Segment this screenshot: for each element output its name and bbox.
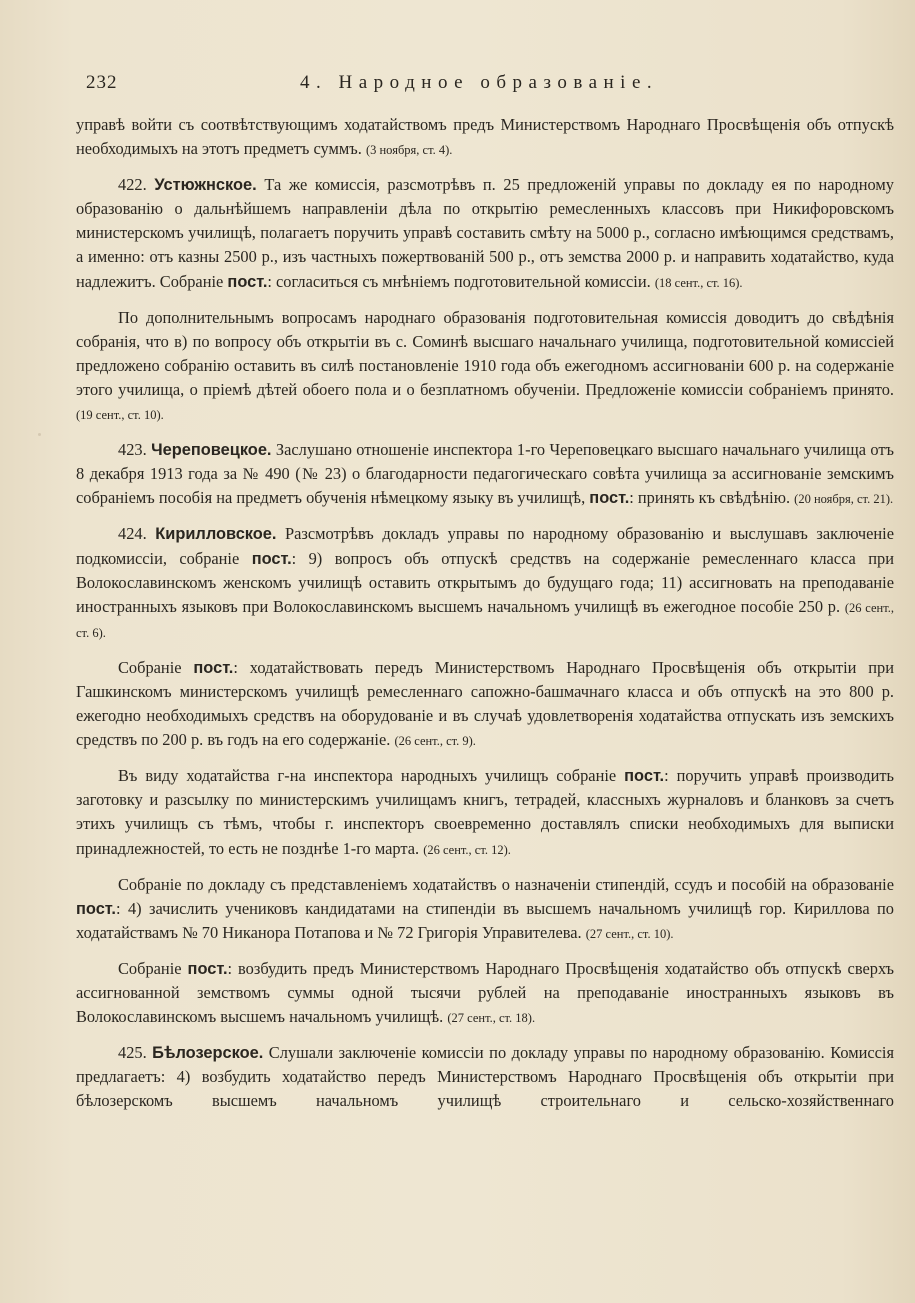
resolution-marker: пост. [589,489,630,508]
paragraph-text: Слушали заключеніе комиссіи по докладу управы по народному образованію. Комиссія предлагаетъ: 4) возбудить ходатайство передъ Министерствомъ Народнаго Просвѣщенія объ открытіи при бѣлозерскомъ высшемъ начальномъ училищѣ строительнаго и сельско-хозяйственнаго [76,1043,894,1111]
paragraph-text: управѣ войти съ соотвѣтствующимъ ходатайствомъ предъ Министерствомъ Народнаго Просвѣщенія объ отпускѣ необходимыхъ на этотъ предметъ суммъ. [76,115,894,159]
paragraph-text: : возбудить предъ Министерствомъ Народнаго Просвѣщенія ходатайство объ отпускѣ сверхъ ассигнованной земствомъ суммы одной тысячи рублей на преподаваніе иностранныхъ языковъ въ Волокославинскомъ высшемъ начальномъ училищѣ. [76,958,894,1027]
paragraph-text: : согласиться съ мнѣніемъ подготовительной комиссіи. [267,271,651,291]
paragraph-text: Разсмотрѣвъ докладъ управы по народному образованію и выслушавъ заключеніе подкомиссіи, собраніе [76,524,894,568]
paragraph-reference: (26 сент., ст. 6). [76,600,894,640]
paragraph-resolution [76,764,894,861]
page-header [86,70,865,102]
paragraph-item-422 [76,173,894,294]
paragraph-reference: (20 ноября, ст. 21). [794,492,894,507]
paragraph-reference: (26 сент., ст. 12). [423,842,511,857]
paragraph-text: Собраніе [118,958,182,978]
paragraph-text: Та же комиссія, разсмотрѣвъ п. 25 предложеній управы по докладу ея по народному образованію о дальнѣйшемъ направленіи дѣла по открытію ремесленныхъ классовъ при Никифоровскомъ министерскомъ училищѣ, полагаетъ поручить управѣ составить смѣту на 5000 р., согласно имѣющимся средствамъ, а именно: отъ казны 2500 р., изъ частныхъ пожертвованій 500 р., отъ земства 2000 р. и направить ходатайство, куда надлежитъ. Собраніе [76,175,894,291]
paragraph-continuation [76,113,894,162]
item-place: Череповецкое. [151,441,272,460]
paragraph-reference: (18 сент., ст. 16). [654,275,743,290]
paragraph-text: По дополнительнымъ вопросамъ народнаго образованія подготовительная комиссія доводитъ до свѣдѣнія собранія, что в) по вопросу объ открытіи въ с. Соминѣ высшаго начальнаго училища, подготовительной комиссіей предложено собранію оставить въ силѣ постановленіе 1910 года объ ежегодномъ ассигнованіи 600 р. на содержаніе этого училища, о пріемѣ дѣтей обоего пола и о безплатномъ обученіи. Предложеніе комиссіи собраніемъ принято. [76,307,894,399]
item-place: Бѣлозерское. [152,1044,264,1063]
item-number: 422. [118,175,147,195]
item-number: 423. [118,440,147,460]
paragraph-reference: (3 ноября, ст. 4). [365,143,453,158]
paper-speck [38,433,41,436]
paragraph-reference: (27 сент., ст. 18). [447,1011,536,1026]
paragraph-item-423 [76,438,894,511]
resolution-marker: пост. [624,767,665,786]
item-number: 425. [118,1043,147,1063]
resolution-marker: пост. [227,272,268,291]
paragraph-text: : 9) вопросъ объ отпускѣ средствъ на содержаніе ремесленнаго класса при Волокославинскомъ женскомъ училищѣ оставить открытымъ до будущаго года; 11) ассигновать на преподаваніе иностранныхъ языковъ при Волокославинскомъ высшемъ начальномъ училищѣ въ ежегодное пособіе 250 р. [76,548,894,616]
item-number: 424. [118,524,147,544]
paragraph-resolution [76,656,894,753]
paragraph-item-425 [76,1041,894,1113]
paragraph-text: Собраніе по докладу съ представленіемъ ходатайствъ о назначеніи стипендій, ссудъ и пособій на образованіе [118,874,894,894]
paragraph-text: : 4) зачислить учениковъ кандидатами на стипендіи въ высшемъ начальномъ училищѣ гор. Кириллова по ходатайствамъ № 70 Никанора Потапова и № 72 Григорія Управителева. [76,898,894,942]
paragraph-text: : поручить управѣ производить заготовку и разсылку по министерскимъ училищамъ книгъ, тетрадей, классныхъ журналовъ и бланковъ за счетъ этихъ училищъ съ тѣмъ, чтобы г. инспекторъ своевременно доставлялъ списки необходимыхъ для выписки принадлежностей, то есть не позднѣе 1-го марта. [76,766,894,858]
paragraph-item-424 [76,522,894,644]
page-number: 232 [86,72,118,93]
item-place: Кирилловское. [155,525,277,544]
paragraph-resolution [76,957,894,1030]
running-title: 4. Народное образованіе. [300,72,659,93]
paragraph-reference: (27 сент., ст. 10). [585,926,674,941]
resolution-marker: пост. [251,549,292,568]
resolution-marker: пост. [76,899,116,918]
paragraph-reference: (19 сент., ст. 10). [76,408,164,423]
paragraph-additional [76,306,894,427]
paragraph-text: Въ виду ходатайства г-на инспектора народныхъ училищъ собраніе [118,766,617,786]
paragraph-text: Собраніе [118,657,182,677]
paragraph-reference: (26 сент., ст. 9). [394,734,476,749]
resolution-marker: пост. [193,658,234,677]
item-place: Устюжнское. [154,176,257,195]
paragraph-text: : ходатайствовать передъ Министерствомъ Народнаго Просвѣщенія объ открытіи при Гашкинскомъ министерскомъ училищѣ ремесленнаго сапожно-башмачнаго класса и объ отпускѣ на это 800 р. ежегодно необходимыхъ средствъ на оборудованіе и въ случаѣ удовлетворенія ходатайства отпускать изъ земскихъ средствъ по 200 р. въ годъ на его содержаніе. [76,657,894,750]
paragraph-resolution [76,873,894,946]
paragraph-text: Заслушано отношеніе инспектора 1-го Череповецкаго высшаго начальнаго училища отъ 8 декабря 1913 года за № 490 (№ 23) о благодарности педагогическаго совѣта училища за ассигнованіе земскимъ собраніемъ пособія на предметъ обученія нѣмецкому языку въ училищѣ, [76,440,894,508]
paragraph-text: : принять къ свѣдѣнію. [629,488,791,508]
resolution-marker: пост. [187,959,228,978]
page-body [76,113,894,1124]
